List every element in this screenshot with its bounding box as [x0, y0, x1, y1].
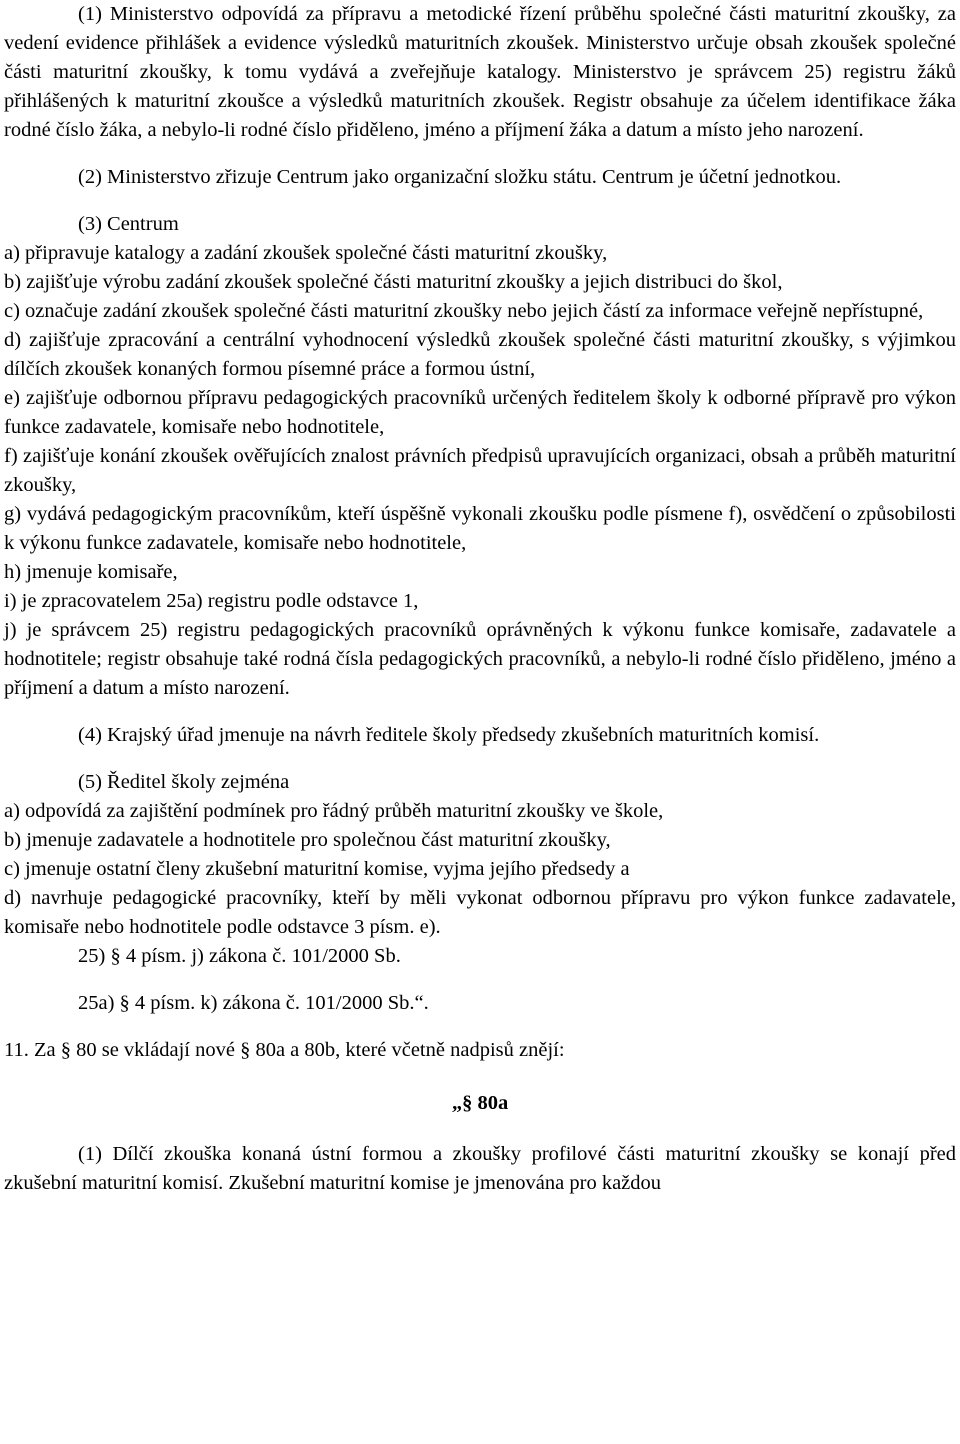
paragraph-1: (1) Ministerstvo odpovídá za přípravu a metodické řízení průběhu společné části maturitní zkoušky, za vedení evidence přihlášek a evidence výsledků maturitních zkoušek. Ministerstvo určuje obsah zkoušek společné části maturitní zkoušky, k tomu vydává a zveřejňuje katalogy. Ministerstvo je správcem 25) registru žáků přihlášených k maturitní zkoušce a výsledků maturitních zkoušek. Registr obsahuje za účelem identifikace žáka rodné číslo žáka, a nebylo-li rodné číslo přiděleno, jméno a příjmení žáka a datum a místo jeho narození.	[4, 3, 956, 141]
list-item: a) odpovídá za zajištění podmínek pro řádný průběh maturitní zkoušky ve škole,	[4, 800, 664, 822]
list-item: i) je zpracovatelem 25a) registru podle odstavce 1,	[4, 590, 419, 612]
footnote-25: 25) § 4 písm. j) zákona č. 101/2000 Sb.	[78, 945, 401, 967]
paragraph-5-list	[4, 797, 956, 942]
amendment-item-11: 11. Za § 80 se vkládají nové § 80a a 80b, které včetně nadpisů znějí:	[4, 1039, 565, 1061]
list-item: c) označuje zadání zkoušek společné části maturitní zkoušky nebo jejich částí za informace veřejně nepřístupné,	[4, 300, 924, 322]
list-item: h) jmenuje komisaře,	[4, 561, 178, 583]
paragraph-5-heading: (5) Ředitel školy zejména	[78, 771, 290, 793]
list-item: b) jmenuje zadavatele a hodnotitele pro společnou část maturitní zkoušky,	[4, 829, 611, 851]
footnote-25a: 25a) § 4 písm. k) zákona č. 101/2000 Sb.“.	[78, 992, 429, 1014]
list-item: j) je správcem 25) registru pedagogických pracovníků oprávněných k výkonu funkce komisaře, zadavatele a hodnotitele; registr obsahuje také rodná čísla pedagogických pracovníků, a nebylo-li rodné číslo přiděleno, jméno a příjmení a datum a místo narození.	[4, 619, 956, 699]
list-item: g) vydává pedagogickým pracovníkům, kteří úspěšně vykonali zkoušku podle písmene f), osvědčení o způsobilosti k výkonu funkce zadavatele, komisaře nebo hodnotitele,	[4, 503, 956, 554]
list-item: b) zajišťuje výrobu zadání zkoušek společné části maturitní zkoušky a jejich distribuci do škol,	[4, 271, 783, 293]
list-item: f) zajišťuje konání zkoušek ověřujících znalost právních předpisů upravujících organizaci, obsah a průběh maturitní zkoušky,	[4, 445, 956, 496]
list-item: d) navrhuje pedagogické pracovníky, kteří by měli vykonat odbornou přípravu pro výkon funkce zadavatele, komisaře nebo hodnotitele podle odstavce 3 písm. e).	[4, 887, 956, 938]
section-title: „§ 80a	[451, 1092, 509, 1114]
list-item: e) zajišťuje odbornou přípravu pedagogických pracovníků určených ředitelem školy k odborné přípravě pro výkon funkce zadavatele, komisaře nebo hodnotitele,	[4, 387, 956, 438]
list-item: c) jmenuje ostatní členy zkušební maturitní komise, vyjma jejího předsedy a	[4, 858, 630, 880]
section-80a-paragraph-1: (1) Dílčí zkouška konaná ústní formou a zkoušky profilové části maturitní zkoušky se konají před zkušební maturitní komisí. Zkušební maturitní komise je jmenována pro každou	[4, 1143, 956, 1194]
paragraph-2: (2) Ministerstvo zřizuje Centrum jako organizační složku státu. Centrum je účetní jednotkou.	[78, 166, 842, 188]
paragraph-3-heading: (3) Centrum	[78, 213, 179, 235]
paragraph-3-list	[4, 239, 956, 703]
list-item: a) připravuje katalogy a zadání zkoušek společné části maturitní zkoušky,	[4, 242, 608, 264]
list-item: d) zajišťuje zpracování a centrální vyhodnocení výsledků zkoušek společné části maturitní zkoušky, s výjimkou dílčích zkoušek konaných formou písemné práce a formou ústní,	[4, 329, 956, 380]
paragraph-4: (4) Krajský úřad jmenuje na návrh ředitele školy předsedy zkušebních maturitních komisí.	[78, 724, 820, 746]
